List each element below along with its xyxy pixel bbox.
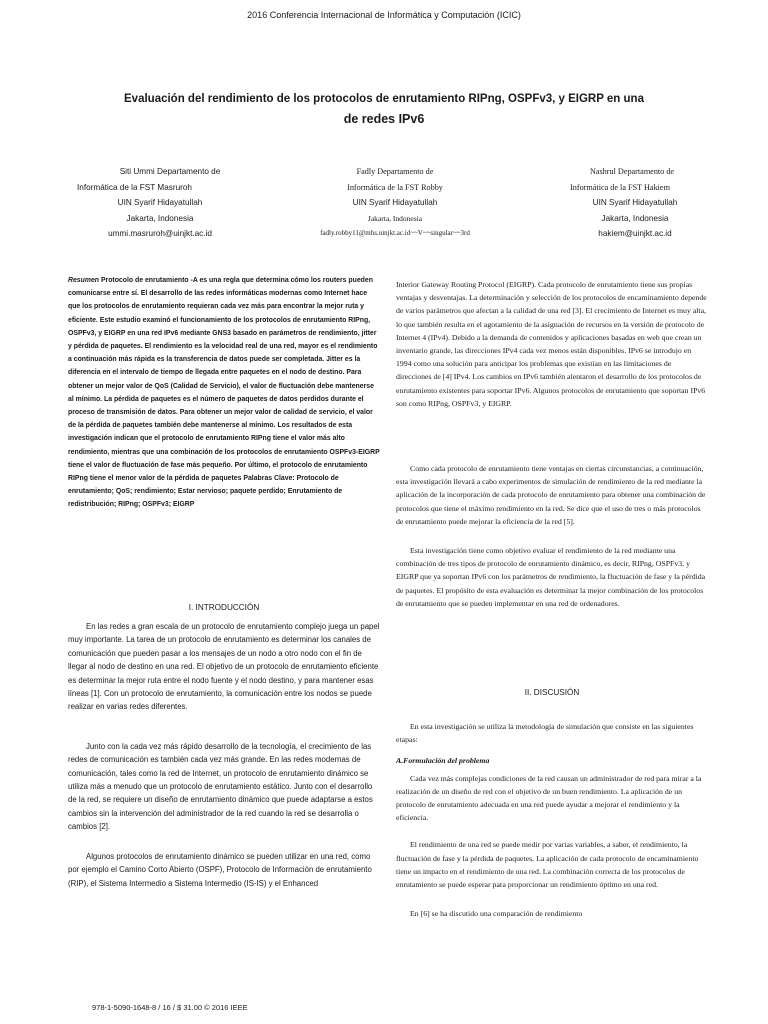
paragraph: Como cada protocolo de enrutamiento tiene ventajas en ciertas circunstancias, a continuación, esta investigación llevará a cabo experimentos de simulación de rendimiento de la red mediante la aplicación de la incorporación de cada protocolo de enrutamiento para obtener una combinación de protocolos que tiene el máximo rendimiento en la red. Se dice que el uso de tres o más protocolos de enrutamiento puede mejorar la eficiencia de la red [5]. <box>396 464 706 526</box>
author-line: Jakarta, Indonesia <box>367 213 423 223</box>
author-email: fadly.robby11@mhs.uinjkt.ac.id~~V~~singular~~3rd <box>320 229 470 237</box>
author-line: Informática de la FST Robby <box>347 182 443 192</box>
conference-header: 2016 Conferencia Internacional de Informática y Computación (ICIC) <box>247 10 521 20</box>
author-line: Informática de la FST Hakiem <box>570 182 670 192</box>
paper-title <box>40 89 728 129</box>
subsection-heading: A.Formulación del problema <box>396 756 490 766</box>
author-line: Informática de la FST Masruroh <box>77 182 192 192</box>
author-line: UIN Syarif Hidayatullah <box>352 198 438 207</box>
author-line: Jakarta, Indonesia <box>601 213 669 223</box>
author-line: Jakarta, Indonesia <box>126 213 194 223</box>
discussion-heading: II. DISCUSIÓN <box>524 688 580 697</box>
intro-body <box>68 620 380 890</box>
intro-heading: I. INTRODUCCIÓN <box>188 603 260 612</box>
paragraph: En esta investigación se utiliza la metodología de simulación que consiste en las siguientes etapas: <box>396 722 694 745</box>
paragraph: Esta investigación tiene como objetivo evaluar el rendimiento de la red mediante una combinación de tres tipos de protocolo de enrutamiento dinámico, es decir, RIPng, OSPFv3, y EIGRP que ya soportan IPv6 con los parámetros de rendimiento, la fluctuación de fase y la pérdida de paquetes. El propósito de esta evaluación es determinar la mejor combinación de los protocolos de enrutamiento que se pueden implementar en una red de ordenadores. <box>396 546 706 608</box>
author-line: Fadly Departamento de <box>356 167 434 176</box>
paragraph: El rendimiento de una red se puede medir por varias variables, a saber, el rendimiento, la fluctuación de fase y la pérdida de paquetes. La aplicación de cada protocolo de encaminamiento tiene un impacto en el rendimiento de una red. La combinación correcta de los protocolos de enrutamiento se puede esperar para proporcionar un rendimiento óptimo en una red. <box>396 840 699 890</box>
paragraph: Junto con la cada vez más rápido desarrollo de la tecnología, el crecimiento de las redes de comunicación es también cada vez más grande. En las redes modernas de comunicación, tales como la red de Internet, un protocolo de enrutamiento dinámico se utiliza más a menudo que un protocolo de enrutamiento estático. Junto con el desarrollo de la red, se requiere un diseño de enrutamiento dinámico que puede adaptarse a estos cambios sin la intervención del administrador de la red cuando la red se desarrolla o cambios [2]. <box>68 741 373 832</box>
title-line-2: de redes IPv6 <box>343 112 425 126</box>
paragraph: En [6] se ha discutido una comparación de rendimiento <box>410 909 583 919</box>
author-email: hakiem@uinjkt.ac.id <box>598 229 672 238</box>
author-email: ummi.masruroh@uinjkt.ac.id <box>108 229 212 238</box>
author-line: Siti Ummi Departamento de <box>119 167 221 176</box>
title-line-1: Evaluación del rendimiento de los protocolos de enrutamiento RIPng, OSPFv3, y EIGRP en una <box>124 93 644 105</box>
author-block-3 <box>510 164 730 242</box>
paragraph: Cada vez más complejas condiciones de la red causan un administrador de red para mirar a la realización de un diseño de red con el objetivo de un buen rendimiento. La aplicación de un protocolo de enrutamiento adecuada en una red puede ayudar a mejorar el rendimiento y la eficiencia. <box>396 773 702 823</box>
author-block-2 <box>285 164 505 242</box>
footer-isbn: 978-1-5090-1648-8 / 16 / $ 31.00 © 2016 IEEE <box>92 1003 248 1012</box>
right-column-body <box>396 278 708 610</box>
author-line: UIN Syarif Hidayatullah <box>117 198 203 207</box>
paragraph: En las redes a gran escala de un protocolo de enrutamiento complejo juega un papel muy importante. La tarea de un protocolo de enrutamiento es determinar los canales de comunicación que pueden pasar a los mensajes de un nodo a otro nodo con el fin de llegar al nodo de destino en una red. El objetivo de un protocolo de enrutamiento eficiente es determinar la mejor ruta entre el nodo fuente y el nodo destino, y para mantener esas líneas [1]. Con un protocolo de enrutamiento, la comunicación entre los nodos se puede realizar en varias redes diferentes. <box>68 622 380 712</box>
author-block-1 <box>40 164 270 242</box>
abstract <box>68 274 380 512</box>
paragraph: Algunos protocolos de enrutamiento dinámico se pueden utilizar en una red, como por ejemplo el Camino Corto Abierto (OSPF), Protocolo de Información de enrutamiento (RIP), el Sistema Intermedio a Sistema Intermedio (IS-IS) y el Enhanced <box>68 851 372 888</box>
author-line: UIN Syarif Hidayatullah <box>592 198 678 207</box>
abstract-label: Resumen <box>68 277 100 284</box>
discussion-body <box>396 720 708 920</box>
abstract-text: Protocolo de enrutamiento -A es una regla que determina cómo los routers pueden comunicarse entre sí. El desarrollo de las redes informáticas modernas como Internet hace que los protocolos de enrutamiento requieran cada vez más para encontrar la mejor ruta y eficiente. Este estudio examinó el funcionamiento de los protocolos de enrutamiento RIPng, OSPFv3, y EIGRP en una red IPv6 mediante GNS3 basado en parámetros de rendimiento, jitter y pérdida de paquetes. El rendimiento es la velocidad real de una red, mayor es el rendimiento a continuación más rápida es la transferencia de datos puede ser completada. Jitter es la diferencia en el intervalo de tiempo de llegada entre paquetes en el nodo de destino. Para obtener un mejor valor de QoS (Calidad de Servicio), el valor de fluctuación debe mantenerse al mínimo. La pérdida de paquetes es el número de paquetes de datos perdidos durante el proceso de transmisión de datos. Para obtener un mejor valor de calidad de servicio, el valor de la pérdida de paquetes también debe mantenerse al mínimo. Los resultados de esta investigación indican que el protocolo de enrutamiento RIPng tiene el valor más alto rendimiento, mientras que una combinación de los protocolos de enrutamiento OSPFv3-EIGRP tiene el valor de fluctuación de fase más pequeño. Por último, el protocolo de enrutamiento RIPng tiene el menor valor de la pérdida de paquetes Palabras Clave: Protocolo de enrutamiento; QoS; rendimiento; Estar nervioso; paquete perdido; Enrutamiento de redistribución; RIPng; OSPFv3; EIGRP <box>68 277 380 509</box>
author-line: Nashrul Departamento de <box>589 167 675 176</box>
paragraph: Interior Gateway Routing Protocol (EIGRP). Cada protocolo de enrutamiento tiene sus propias ventajas y desventajas. La determinación y selección de los protocolos de encaminamiento depende de varios parámetros que afectan a la calidad de una red [3]. El crecimiento de Internet es muy alta, lo que también resulta en el agotamiento de la asignación de recursos en la versión de protocolo de Internet 4 (IPv4). Debido a la demanda de contenidos y aplicaciones basadas en web que crean un inventario grande, las direcciones IPv4 cada vez menos están disponibles. IPv6 se introdujo en 1994 como una solución para anticipar los problemas que existían en las limitaciones de direcciones de [4] IPv4. Los cambios en IPv6 también alentaron el desarrollo de los protocolos de enrutamiento existentes para soportar IPv6. Algunos protocolos de enrutamiento que soportan IPv6 son como RIPng, OSPFv3, y EIGRP. <box>396 280 707 408</box>
